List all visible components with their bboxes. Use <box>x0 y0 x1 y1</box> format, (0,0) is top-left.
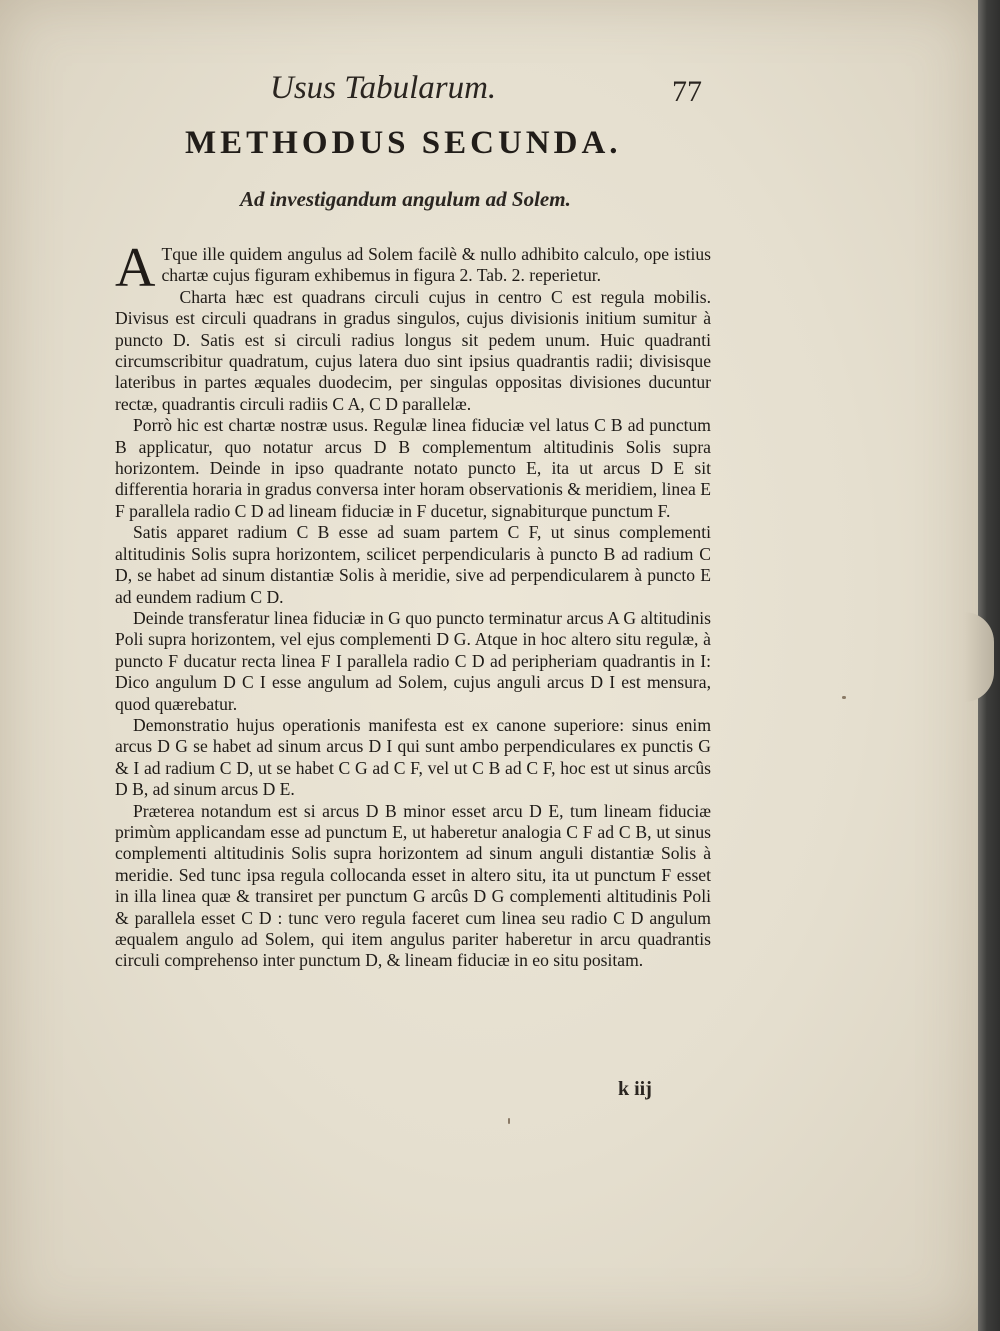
paragraph-7: Præterea notandum est si arcus D B minor esset arcu D E, tum lineam fiduciæ primùm applicandam esse ad punctum E, ut haberetur analogia C F ad C B, ut sinus complementi altitudinis Solis supra horizontem ad sinum anguli distantiæ Solis à meridie. Sed tunc ipsa regula collocanda esset in altero situ, ita ut punctum F esset in illa linea quæ & transiret per punctum G arcûs D G complementi altitudinis Poli & parallela esset C D : tunc vero regula faceret cum linea seu radio C D angulum æqualem angulo ad Solem, qui item angulus pariter haberetur in arcu quadrantis circuli comprehenso inter punctum D, & lineam fiduciæ in eo situ positam. <box>115 800 711 971</box>
signature-mark: k iij <box>618 1078 652 1100</box>
paper-speck <box>842 696 846 699</box>
section-title: METHODUS SECUNDA. <box>185 125 622 161</box>
paragraph-2: Charta hæc est quadrans circuli cujus in centro C est regula mobilis. Divisus est circuli quadrans in gradus singulos, cujus divisionis initium sumitur à puncto D. Satis est si circuli radius longus sit pedem unum. Huic quadranti circumscribitur quadratum, cujus latera duo sint ipsius quadrantis radii; divisisque lateribus in partes æquales duodecim, per singulas oppositas divisiones ducuntur rectæ, quadrantis circuli radiis C A, C D parallelæ. <box>115 286 711 414</box>
paragraph-3: Porrò hic est chartæ nostræ usus. Regulæ linea fiduciæ vel latus C B ad punctum B applicatur, quo notatur arcus D B complementum altitudinis Solis supra horizontem. Deinde in ipso quadrante notato puncto E, ita ut arcus D E sit differentia horaria in gradus conversa inter horam observationis & meridiem, linea E F parallela radio C D ad lineam fiduciæ in F ducetur, signabiturque punctum F. <box>115 415 711 521</box>
paragraph-6: Demonstratio hujus operationis manifesta est ex canone superiore: sinus enim arcus D G se habet ad sinum arcus D I qui sunt ambo perpendiculares ex punctis G & I ad radium C D, ut se habet C G ad C F, vel ut C B ad C F, hoc est ut sinus arcûs D B, ad sinum arcus D E. <box>115 714 711 800</box>
running-title: Usus Tabularum. <box>270 70 497 106</box>
drop-cap: A <box>115 237 156 299</box>
body-text <box>115 237 711 972</box>
paragraph-4: Satis apparet radium C B esse ad suam partem C F, ut sinus complementi altitudinis Solis supra horizontem, scilicet perpendicularis à puncto B ad radium C D, se habet ad sinum distantiæ Solis à meridie, sive ad perpendicularem à puncto E ad eundem radium C D. <box>115 522 711 607</box>
paragraph-1-text: Tque ille quidem angulus ad Solem facilè & nullo adhibito calculo, ope istius chartæ cujus figuram exhibemus in figura 2. Tab. 2. reperietur. <box>161 244 711 286</box>
section-subtitle: Ad investigandum angulum ad Solem. <box>240 187 571 211</box>
paper-speck <box>508 1118 510 1124</box>
paragraph-1 <box>115 237 711 299</box>
paragraph-5: Deinde transferatur linea fiduciæ in G quo puncto terminatur arcus A G altitudinis Poli supra horizontem, vel ejus complementi D G. Atque in hoc altero situ regulæ, à puncto F ducatur recta linea F I parallela radio C D ad peripheriam quadrantis in I: Dico angulum D C I esse angulum ad Solem, cujus anguli arcus D I est mensura, quod quærebatur. <box>115 607 711 714</box>
page-number: 77 <box>672 75 702 108</box>
